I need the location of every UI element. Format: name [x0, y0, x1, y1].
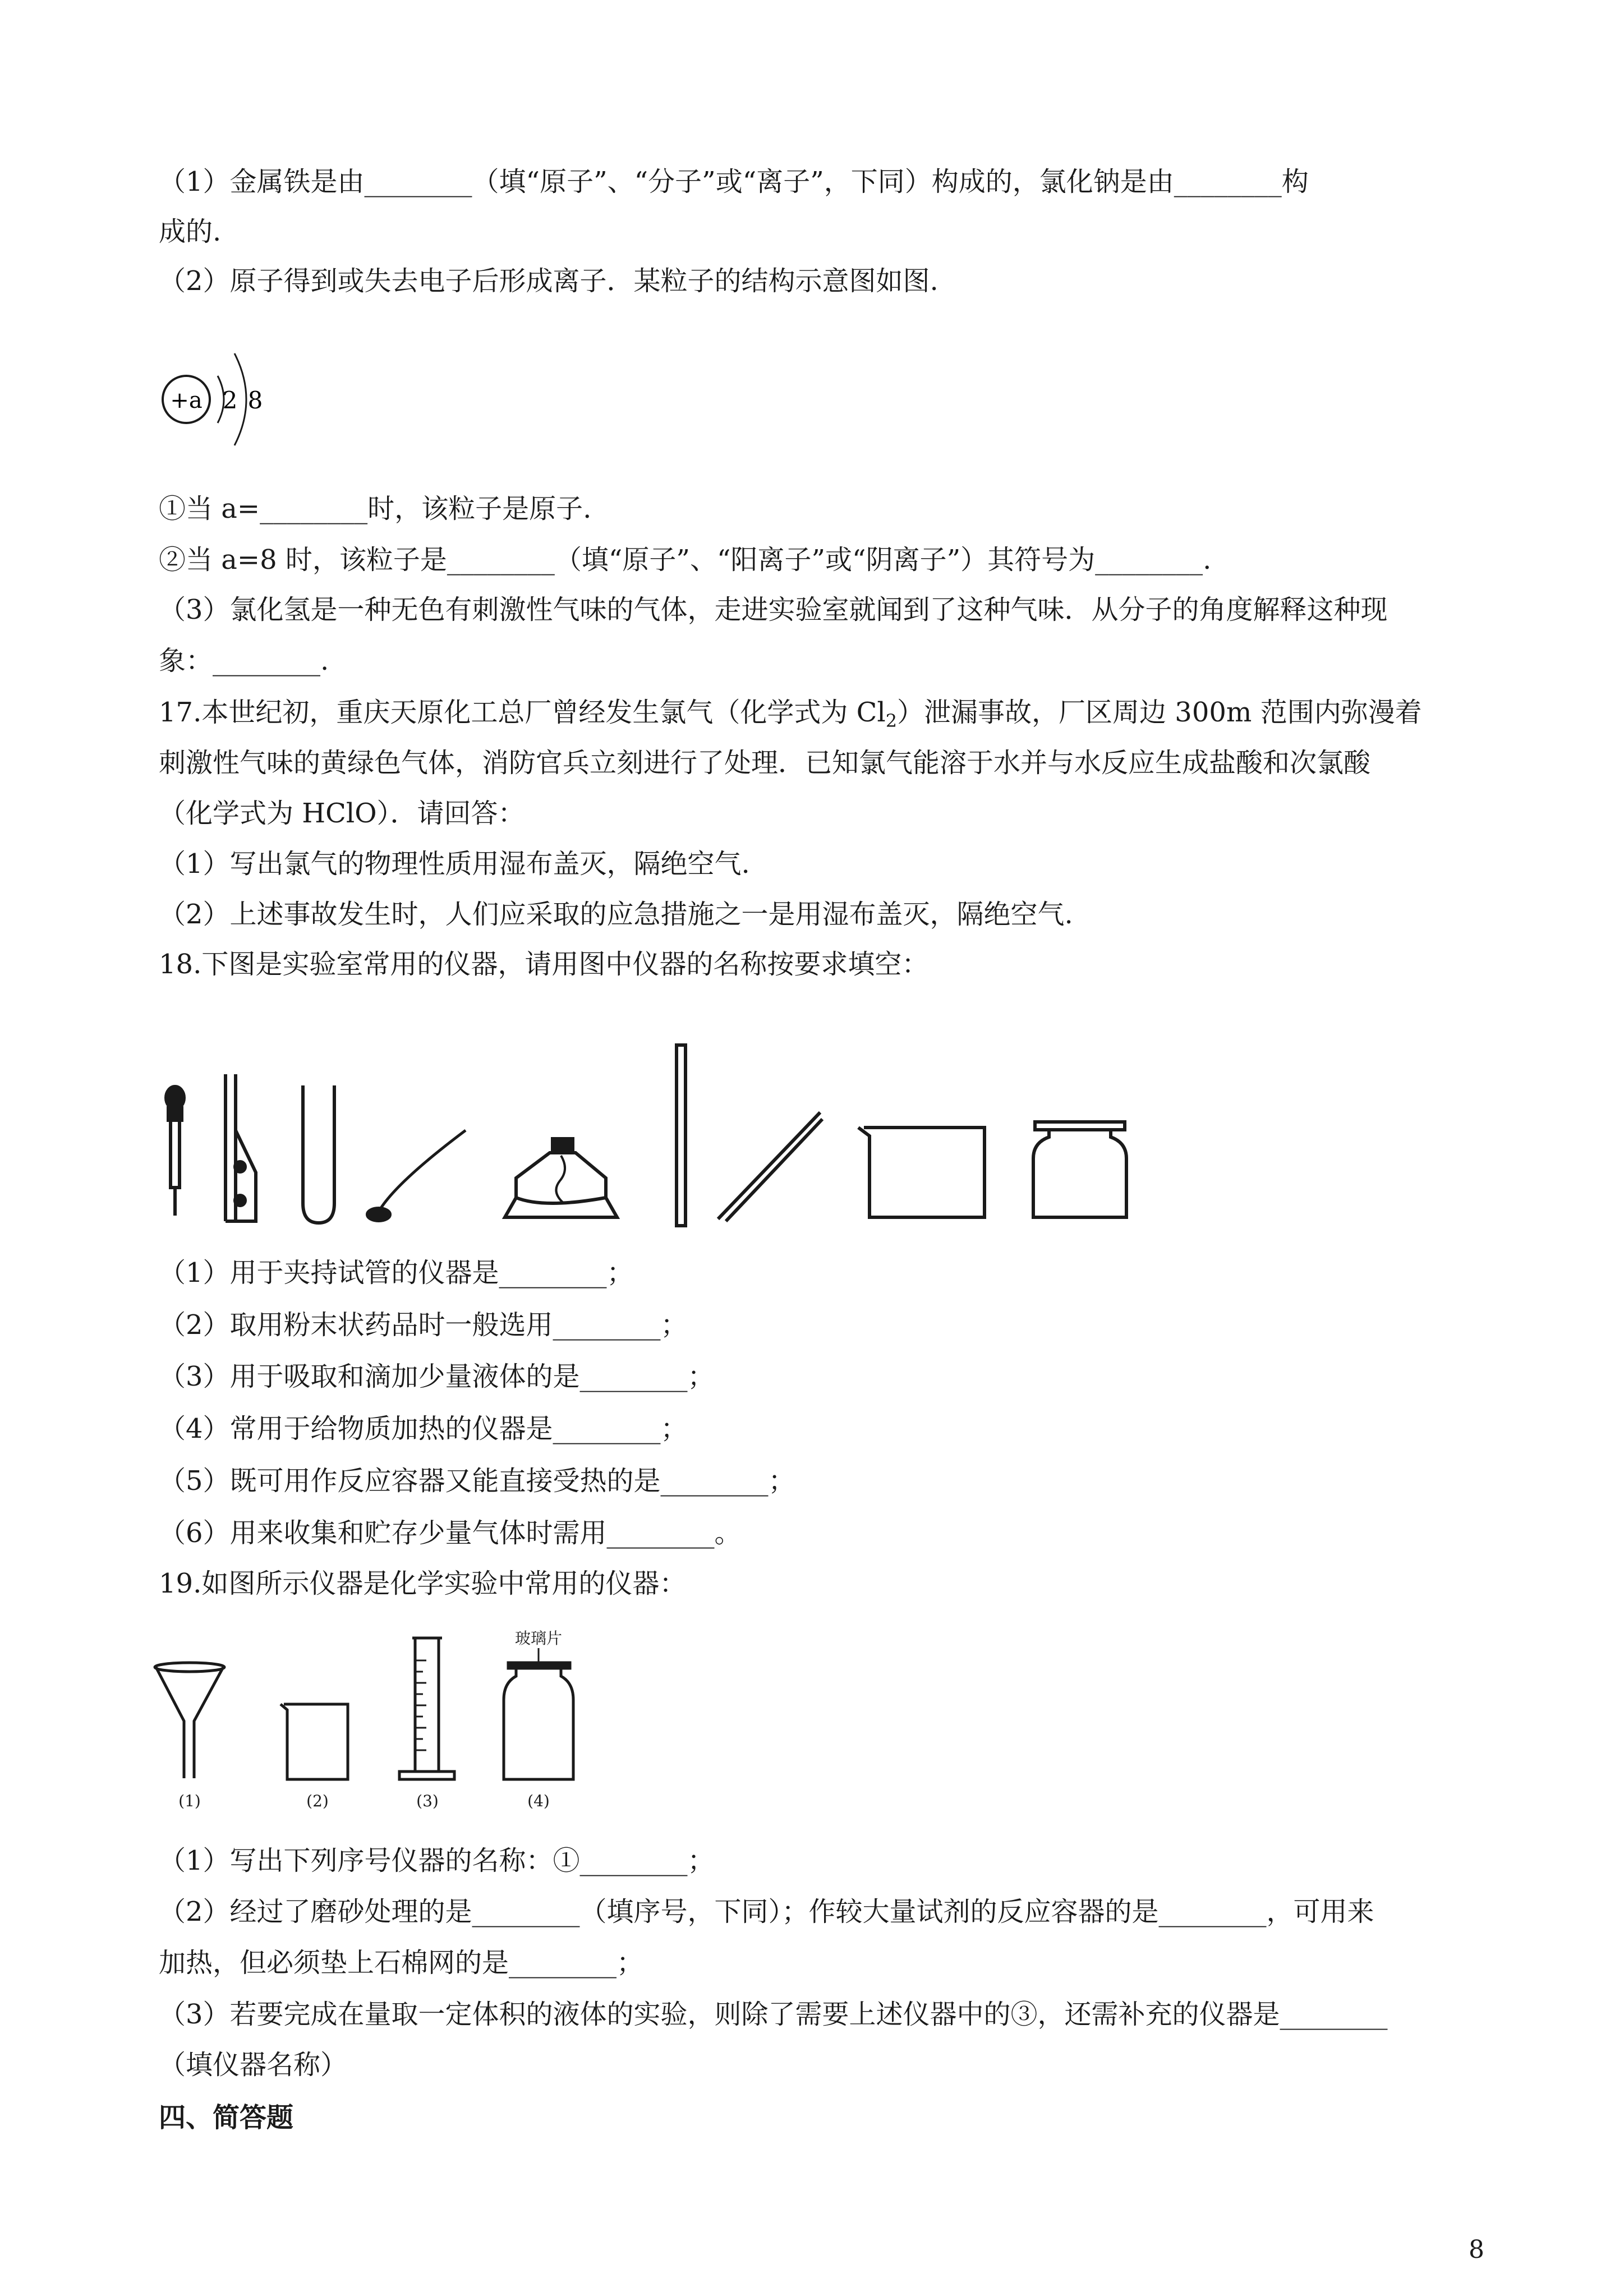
q18-intro: 18.下图是实验室常用的仪器，请用图中仪器的名称按要求填空： [159, 949, 929, 980]
shell-2-electrons: 8 [247, 386, 263, 414]
gas-bottle-with-plate-icon [504, 1629, 573, 1779]
fig19-label-2: (2) [306, 1792, 329, 1810]
alcohol-lamp-icon [505, 1139, 617, 1217]
fig19-label-3: (3) [416, 1792, 439, 1810]
beaker-icon [280, 1704, 348, 1779]
q17-line3: （化学式为 HClO）．请回答： [159, 798, 525, 829]
q19-part3-line2: （填仪器名称） [159, 2049, 348, 2081]
q16-part1-line2: 成的. [159, 216, 222, 247]
q19-part3-line1: （3）若要完成在量取一定体积的液体的实验，则除了需要上述仪器中的③，还需补充的仪器是________ [159, 1999, 1388, 2030]
q17-line1-pre: 17.本世纪初，重庆天原化工总厂曾经发生氯气（化学式为 Cl [159, 697, 886, 728]
beaker-icon [858, 1128, 984, 1217]
q17-part2: （2）上述事故发生时，人们应采取的应急措施之一是用湿布盖灭，隔绝空气. [159, 899, 1073, 930]
q17-part1: （1）写出氯气的物理性质用湿布盖灭，隔绝空气. [159, 848, 750, 880]
q17-line1 [159, 696, 1466, 738]
q18-item2: （2）取用粉末状药品时一般选用________； [159, 1309, 688, 1341]
q19-part1: （1）写出下列序号仪器的名称：①________； [159, 1845, 715, 1876]
glass-plate-label: 玻璃片 [514, 1629, 563, 1648]
tweezers-icon [718, 1112, 822, 1221]
test-tube-holder-icon [226, 1074, 256, 1221]
q18-item1: （1）用于夹持试管的仪器是________； [159, 1257, 634, 1289]
medicine-spoon-icon [367, 1130, 466, 1221]
atom-structure-diagram [151, 320, 297, 471]
q16-part3-line1: （3）氯化氢是一种无色有刺激性气味的气体，走进实验室就闻到了这种气味．从分子的角度解释这种现 [159, 594, 1388, 625]
q18-instruments-figure [151, 1041, 1144, 1234]
q19-part2-line2: 加热，但必须垫上石棉网的是________； [159, 1947, 644, 1978]
shell-1-electrons: 2 [222, 386, 238, 414]
graduated-cylinder-icon [399, 1638, 454, 1779]
q19-intro: 19.如图所示仪器是化学实验中常用的仪器： [159, 1568, 687, 1599]
gas-collecting-bottle-icon [1033, 1122, 1126, 1217]
dropper-icon [166, 1087, 184, 1216]
q16-part3-line2: 象：________. [159, 645, 329, 677]
q16-part2-item1: ①当 a=________时，该粒子是原子. [159, 493, 592, 524]
q17-subscript: 2 [885, 710, 898, 731]
q16-part1-line1: （1）金属铁是由________（填“原子”、“分子”或“离子”，下同）构成的，氯化钠是由________构 [159, 166, 1309, 197]
q18-item3: （3）用于吸取和滴加少量液体的是________； [159, 1361, 715, 1392]
nucleus-charge: +a [170, 388, 203, 413]
test-tube-icon [303, 1085, 334, 1223]
q17-line2: 刺激性气味的黄绿色气体，消防官兵立刻进行了处理．已知氯气能溶于水并与水反应生成盐酸和次氯酸 [159, 747, 1371, 779]
glass-rod-icon [677, 1045, 686, 1226]
funnel-icon [155, 1663, 224, 1778]
q18-item5: （5）既可用作反应容器又能直接受热的是________； [159, 1465, 795, 1497]
fig19-label-1: (1) [178, 1792, 201, 1810]
q19-instruments-figure [151, 1627, 600, 1823]
q16-part2-item2: ②当 a=8 时，该粒子是________（填“原子”、“阳离子”或“阴离子”）其符号为________. [159, 544, 1212, 576]
q16-part2-intro: （2）原子得到或失去电子后形成离子．某粒子的结构示意图如图. [159, 265, 938, 297]
q17-line1-post: ）泄漏事故，厂区周边 300m 范围内弥漫着 [897, 697, 1422, 728]
section-heading-short-answer: 四、简答题 [159, 2102, 294, 2133]
page-number: 8 [1469, 2235, 1484, 2264]
q18-item6: （6）用来收集和贮存少量气体时需用________。 [159, 1517, 742, 1549]
fig19-label-4: (4) [527, 1792, 550, 1810]
q19-part2-line1: （2）经过了磨砂处理的是________（填序号，下同）；作较大量试剂的反应容器的是________，可用来 [159, 1896, 1374, 1927]
q18-item4: （4）常用于给物质加热的仪器是________； [159, 1413, 688, 1444]
